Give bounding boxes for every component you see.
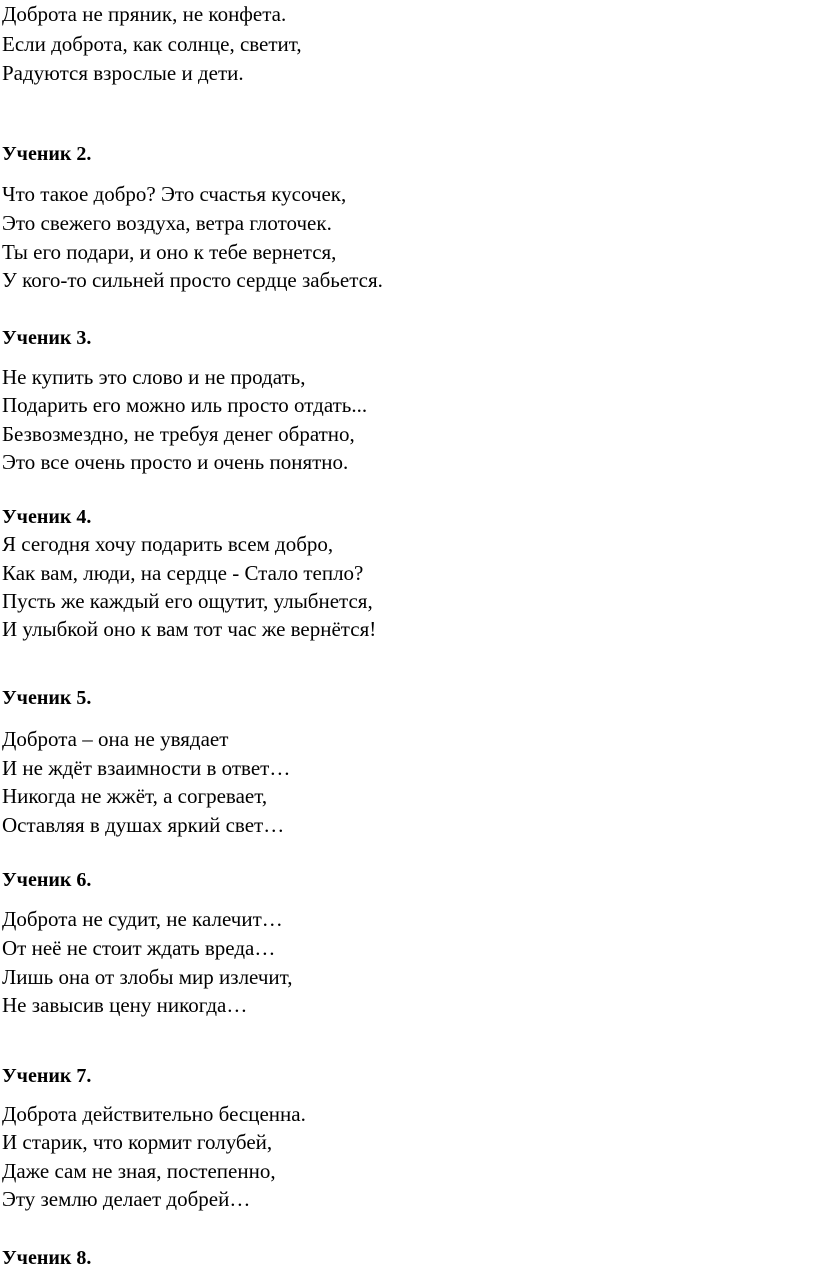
poem-line: Безвозмездно, не требуя денег обратно, <box>2 422 355 446</box>
stanza-heading: Ученик 8. <box>2 1247 92 1269</box>
poem-line: Ты его подари, и оно к тебе вернется, <box>2 240 337 264</box>
poem-line: Если доброта, как солнце, светит, <box>2 32 302 56</box>
poem-line: Доброта действительно бесценна. <box>2 1102 306 1126</box>
poem-line: И улыбкой оно к вам тот час же вернётся! <box>2 617 377 641</box>
poem-line: Доброта не пряник, не конфета. <box>2 2 287 26</box>
poem-line: И не ждёт взаимности в ответ… <box>2 756 291 780</box>
stanza-heading: Ученик 2. <box>2 143 92 165</box>
stanza-heading: Ученик 3. <box>2 327 92 349</box>
poem-line: Даже сам не зная, постепенно, <box>2 1159 276 1183</box>
poem-line: Как вам, люди, на сердце - Стало тепло? <box>2 561 364 585</box>
stanza-heading: Ученик 5. <box>2 687 92 709</box>
poem-line: Что такое добро? Это счастья кусочек, <box>2 182 347 206</box>
poem-line: От неё не стоит ждать вреда… <box>2 936 276 960</box>
stanza-heading: Ученик 6. <box>2 869 92 891</box>
poem-line: Лишь она от злобы мир излечит, <box>2 965 293 989</box>
poem-line: И старик, что кормит голубей, <box>2 1130 273 1154</box>
poem-line: Я сегодня хочу подарить всем добро, <box>2 532 334 556</box>
poem-line: Не купить это слово и не продать, <box>2 365 306 389</box>
poem-line: Доброта – она не увядает <box>2 727 229 751</box>
poem-line: Это свежего воздуха, ветра глоточек. <box>2 211 332 235</box>
poem-line: Пусть же каждый его ощутит, улыбнется, <box>2 589 373 613</box>
poem-line: У кого-то сильней просто сердце забьется. <box>2 268 383 292</box>
poem-line: Никогда не жжёт, а согревает, <box>2 784 268 808</box>
poem-line: Не завысив цену никогда… <box>2 993 248 1017</box>
poem-line: Подарить его можно иль просто отдать... <box>2 393 368 417</box>
poem-line: Доброта не судит, не калечит… <box>2 907 283 931</box>
stanza-heading: Ученик 7. <box>2 1065 92 1087</box>
poem-line: Оставляя в душах яркий свет… <box>2 813 285 837</box>
poem-line: Эту землю делает добрей… <box>2 1187 251 1211</box>
stanza-heading: Ученик 4. <box>2 506 92 528</box>
poem-line: Радуются взрослые и дети. <box>2 61 244 85</box>
poem-line: Это все очень просто и очень понятно. <box>2 450 349 474</box>
